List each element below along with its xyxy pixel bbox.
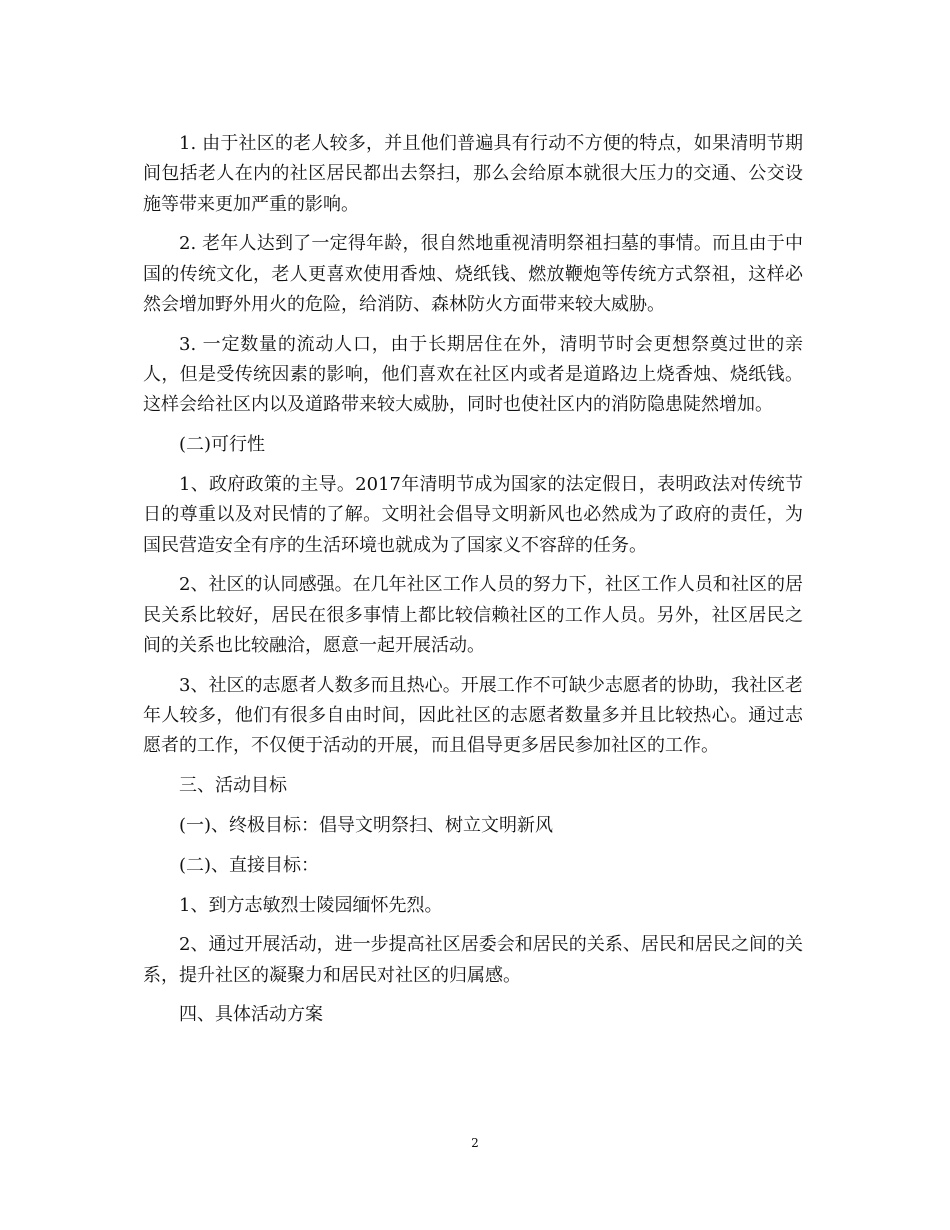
section-heading-plan: 四、具体活动方案: [179, 1004, 323, 1026]
subheading-ultimate-goal: (一)、终极目标：倡导文明祭扫、树立文明新风: [179, 814, 554, 836]
paragraph-feasibility-2: 2、社区的认同感强。在几年社区工作人员的努力下，社区工作人员和社区的居民关系比较好，居民在很多事情上都比较信赖社区的工作人员。另外，社区居民之间的关系也比较融洽，愿意一起开展活动。: [143, 574, 803, 656]
section-heading-goals: 三、活动目标: [179, 775, 287, 797]
paragraph-concern-2: 2. 老年人达到了一定得年龄，很自然地重视清明祭祖扫墓的事情。而且由于中国的传统文化，老人更喜欢使用香烛、烧纸钱、燃放鞭炮等传统方式祭祖，这样必然会增加野外用火的危险，给消防、森林防火方面带来较大威胁。: [143, 233, 803, 315]
section-heading-feasibility: (二)可行性: [179, 434, 266, 456]
paragraph-feasibility-1: 1、政府政策的主导。2017年清明节成为国家的法定假日，表明政法对传统节日的尊重以及对民情的了解。文明社会倡导文明新风也必然成为了政府的责任，为国民营造安全有序的生活环境也就成为了国家义不容辞的任务。: [143, 473, 803, 556]
paragraph-feasibility-3: 3、社区的志愿者人数多而且热心。开展工作不可缺少志愿者的协助，我社区老年人较多，他们有很多自由时间，因此社区的志愿者数量多并且比较热心。通过志愿者的工作，不仅便于活动的开展，而且倡导更多居民参加社区的工作。: [143, 674, 803, 757]
paragraph-goal-2: 2、通过开展活动，进一步提高社区居委会和居民的关系、居民和居民之间的关系，提升社区的凝聚力和居民对社区的归属感。: [143, 934, 803, 986]
paragraph-goal-1: 1、到方志敏烈士陵园缅怀先烈。: [179, 894, 443, 916]
paragraph-concern-1: 1. 由于社区的老人较多，并且他们普遍具有行动不方便的特点，如果清明节期间包括老人在内的社区居民都出去祭扫，那么会给原本就很大压力的交通、公交设施等带来更加严重的影响。: [143, 133, 803, 215]
document-body: [143, 129, 803, 1040]
page-number: 2: [471, 1136, 479, 1150]
paragraph-concern-3: 3. 一定数量的流动人口，由于长期居住在外，清明节时会更想祭奠过世的亲人，但是受传统因素的影响，他们喜欢在社区内或者是道路边上烧香烛、烧纸钱。这样会给社区内以及道路带来较大威胁，同时也使社区内的消防隐患陡然增加。: [143, 333, 803, 416]
subheading-direct-goal: (二)、直接目标：: [179, 854, 320, 876]
